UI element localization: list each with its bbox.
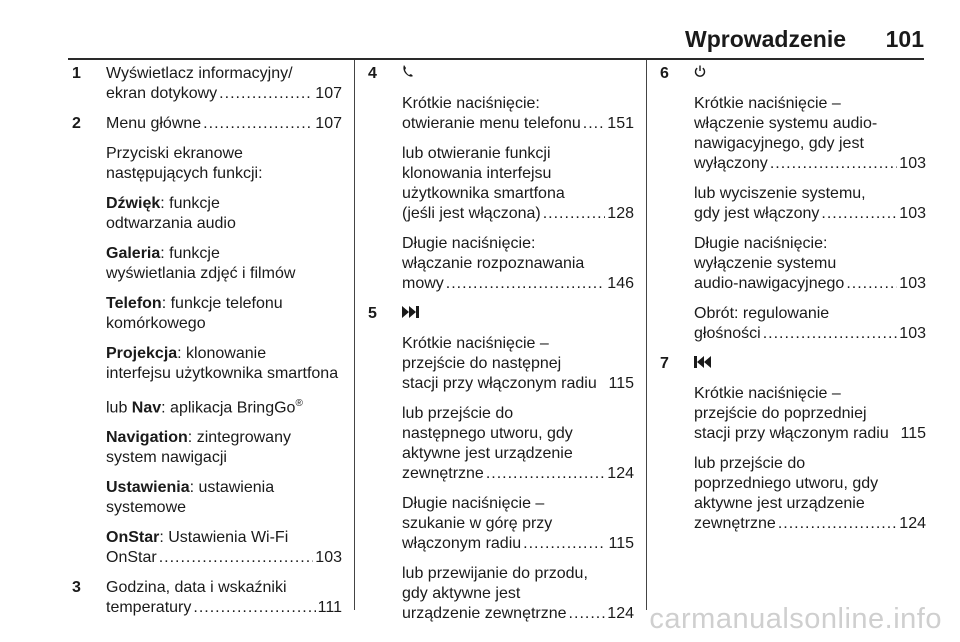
item-number: 7 (660, 355, 669, 372)
item-text: : funkcje (160, 245, 220, 262)
item-text: zewnętrzne (402, 465, 484, 482)
list-item-6 (660, 64, 926, 344)
item-text: stacji przy włączonym radiu (694, 425, 889, 442)
item-text: Przyciski ekranowe (106, 145, 243, 162)
page-number: 101 (885, 26, 924, 52)
function-projekcja (106, 344, 342, 384)
item-text: systemowe (106, 499, 187, 517)
item-text: wyświetlania zdjęć i filmów (106, 265, 296, 282)
item-number: 2 (72, 115, 81, 132)
item-text: następujących funkcji: (106, 165, 263, 182)
page-reference[interactable]: 115 (900, 425, 926, 442)
entry (402, 94, 634, 134)
leader-dots (543, 204, 606, 224)
page-reference[interactable]: 103 (315, 549, 342, 567)
toc-row[interactable] (402, 534, 634, 554)
column-2 (368, 64, 634, 624)
function-galeria (106, 244, 342, 284)
icon-row (694, 354, 926, 374)
term: Ustawienia (106, 479, 190, 497)
next-track-icon (402, 304, 420, 324)
item-text: głośności (694, 325, 761, 342)
leader-dots (778, 514, 897, 534)
page-reference[interactable]: 115 (608, 535, 634, 552)
function-nav (106, 394, 342, 418)
toc-row[interactable] (402, 114, 634, 134)
watermark: carmanualsonline.info (649, 603, 942, 635)
leader-dots (486, 464, 605, 484)
item-text: nawigacyjnego, gdy jest (694, 135, 864, 152)
toc-row[interactable] (402, 604, 634, 624)
item-text: klonowania interfejsu (402, 165, 552, 182)
item-text: : funkcje (160, 195, 220, 212)
item-text: lub przewijanie do przodu, (402, 565, 588, 582)
page-reference[interactable]: 128 (607, 205, 634, 222)
toc-row[interactable] (402, 204, 634, 224)
page-reference[interactable]: 146 (607, 275, 634, 292)
entry (402, 234, 634, 294)
toc-row[interactable] (694, 514, 926, 534)
list-item-1 (72, 64, 342, 104)
item-text: lub otwieranie funkcji (402, 145, 551, 162)
leader-dots (770, 154, 897, 174)
list-item-2 (72, 114, 342, 568)
item-text: wyłączenie systemu (694, 255, 837, 272)
item-text: Krótkie naciśnięcie – (694, 95, 841, 112)
toc-row[interactable] (694, 154, 926, 174)
page-reference[interactable]: 103 (899, 275, 926, 292)
entry (694, 94, 926, 174)
item-text: następnego utworu, gdy (402, 425, 573, 442)
registered-mark: ® (295, 398, 303, 409)
power-icon (694, 64, 706, 84)
column-divider-1 (354, 60, 355, 610)
item-text: : zintegrowany (187, 429, 291, 447)
leader-dots (583, 114, 606, 134)
term: Galeria (106, 245, 161, 262)
item-text: aktywne jest urządzenie (694, 495, 865, 512)
term: Telefon (106, 295, 162, 312)
leader-dots (569, 604, 606, 624)
item-text: Obrót: regulowanie (694, 305, 830, 322)
leader-dots (219, 84, 313, 104)
entry (694, 384, 926, 444)
item-text: Długie naciśnięcie: (402, 235, 536, 252)
function-navigation (106, 428, 342, 468)
item-number: 5 (368, 305, 377, 322)
leader-dots (821, 204, 897, 224)
item-text: aktywne jest urządzenie (402, 445, 573, 462)
item-text: odtwarzania audio (106, 215, 236, 232)
page-header (68, 14, 924, 54)
column-divider-2 (646, 60, 647, 610)
column-3 (660, 64, 926, 544)
item-number: 1 (72, 65, 81, 82)
leader-dots (846, 274, 897, 294)
toc-row[interactable] (694, 324, 926, 344)
item-text: temperatury (106, 599, 192, 617)
item-number: 4 (368, 65, 377, 82)
item-text: lub przejście do (402, 405, 514, 422)
page-reference[interactable]: 103 (899, 325, 926, 342)
entry (694, 184, 926, 224)
toc-row[interactable] (694, 274, 926, 294)
toc-row[interactable] (402, 464, 634, 484)
item-text: lub wyciszenie systemu, (694, 185, 866, 202)
item-text: wyłączony (694, 155, 768, 172)
toc-row[interactable] (106, 598, 342, 618)
term: Projekcja (106, 345, 178, 362)
page-title: Wprowadzenie (684, 26, 846, 52)
item-text: Długie naciśnięcie: (694, 235, 828, 252)
item-text: lub przejście do (694, 455, 806, 472)
list-item-7 (660, 354, 926, 534)
function-telefon (106, 294, 342, 334)
column-1 (72, 64, 342, 618)
leader-dots (763, 324, 898, 344)
leader-dots (446, 274, 606, 294)
entry (694, 454, 926, 534)
item-text: przejście do poprzedniej (694, 405, 867, 422)
icon-row (402, 64, 634, 84)
list-item-5 (368, 304, 634, 624)
item-text: gdy aktywne jest (402, 585, 521, 602)
item-text: przejście do następnej (402, 355, 562, 372)
toc-row[interactable] (694, 204, 926, 224)
leader-dots (523, 534, 606, 554)
page-reference[interactable]: 103 (899, 205, 926, 222)
toc-row[interactable] (106, 114, 342, 134)
item-text: lub (106, 399, 132, 417)
page-reference[interactable]: 111 (317, 599, 342, 617)
item-text: Krótkie naciśnięcie: (402, 95, 540, 112)
leader-dots (159, 548, 314, 568)
leader-dots (193, 598, 315, 618)
item-text: otwieranie menu telefonu (402, 115, 581, 132)
icon-row (402, 304, 634, 324)
page-reference[interactable]: 115 (608, 375, 634, 392)
page-reference[interactable]: 107 (315, 115, 342, 132)
item-text: Godzina, data i wskaźniki (106, 579, 287, 597)
header-divider (68, 58, 924, 60)
term: Nav (131, 399, 162, 417)
item-text: : funkcje telefonu (161, 295, 283, 312)
item-text: włączonym radiu (402, 535, 522, 552)
phone-icon (402, 64, 414, 84)
previous-track-icon (694, 354, 712, 374)
item-text: komórkowego (106, 315, 206, 332)
list-item-4 (368, 64, 634, 294)
item-text: : ustawienia (189, 479, 275, 497)
item-text: Wyświetlacz informacyjny/ (106, 65, 293, 82)
item-text: Krótkie naciśnięcie – (402, 335, 549, 352)
item-text: poprzedniego utworu, gdy (694, 475, 879, 492)
item-text: użytkownika smartfona (402, 185, 565, 202)
item-text: : aplikacja BringGo (161, 399, 296, 417)
item-number: 6 (660, 65, 669, 82)
function-onstar (106, 528, 342, 568)
item-text: zewnętrzne (694, 515, 776, 532)
item-text: OnStar (106, 549, 157, 567)
item-text: mowy (402, 275, 444, 292)
item-text: audio-nawigacyjnego (694, 275, 845, 292)
item-text: : klonowanie (177, 345, 267, 362)
term: Navigation (106, 429, 188, 447)
item-number: 3 (72, 579, 81, 597)
item-text: interfejsu użytkownika smartfona (106, 365, 339, 382)
function-dzwiek (106, 194, 342, 234)
item-text: włączanie rozpoznawania (402, 255, 585, 272)
entry (402, 144, 634, 224)
term: Dźwięk (106, 195, 161, 212)
icon-row (694, 64, 926, 84)
entry (402, 404, 634, 484)
item-text: urządzenie zewnętrzne (402, 605, 567, 622)
list-item-3 (72, 578, 342, 618)
term: OnStar (106, 529, 160, 547)
entry (402, 494, 634, 554)
entry (402, 564, 634, 624)
entry (694, 234, 926, 294)
function-ustawienia (106, 478, 342, 518)
entry (402, 334, 634, 394)
paragraph (106, 144, 342, 184)
item-text: gdy jest włączony (694, 205, 820, 222)
entry (694, 304, 926, 344)
item-text: (jeśli jest włączona) (402, 205, 541, 222)
toc-row[interactable] (106, 84, 342, 104)
page-reference[interactable]: 151 (607, 115, 634, 132)
item-text: stacji przy włączonym radiu (402, 375, 597, 392)
item-text: : Ustawienia Wi-Fi (159, 529, 289, 547)
item-text: szukanie w górę przy (402, 515, 553, 532)
toc-row[interactable] (402, 374, 634, 394)
page-reference[interactable]: 107 (315, 85, 342, 102)
item-text: Krótkie naciśnięcie – (694, 385, 841, 402)
item-text: system nawigacji (106, 449, 227, 467)
leader-dots (203, 114, 313, 134)
item-text: Menu główne (106, 115, 202, 132)
toc-row[interactable] (106, 548, 342, 568)
item-text: ekran dotykowy (106, 85, 218, 102)
item-text: włączenie systemu audio- (694, 115, 878, 132)
toc-row[interactable] (402, 274, 634, 294)
page-reference[interactable]: 124 (607, 605, 634, 622)
page-reference[interactable]: 124 (899, 515, 926, 532)
page-reference[interactable]: 103 (899, 155, 926, 172)
item-text: Długie naciśnięcie – (402, 495, 545, 512)
toc-row[interactable] (694, 424, 926, 444)
page-reference[interactable]: 124 (607, 465, 634, 482)
